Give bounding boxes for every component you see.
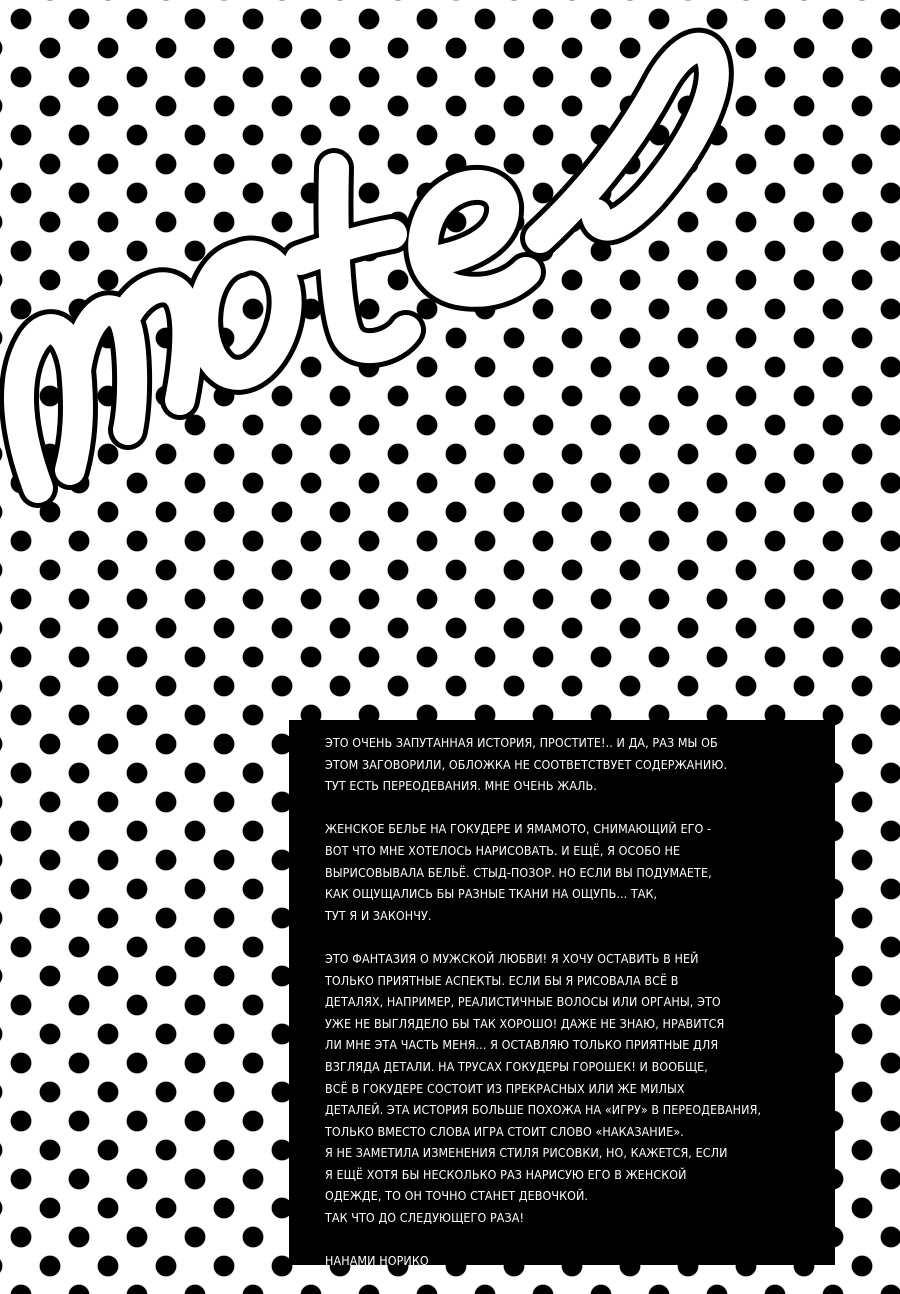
- afterword-box: [289, 720, 835, 1269]
- text-line: ОДЕЖДЕ, ТО ОН ТОЧНО СТАНЕТ ДЕВОЧКОЙ.: [325, 1188, 589, 1204]
- text-line: ДЕТАЛЕЙ. ЭТА ИСТОРИЯ БОЛЬШЕ ПОХОЖА НА «ИГРУ» В ПЕРЕОДЕВАНИЯ,: [325, 1102, 762, 1118]
- text-line: ВСЁ В ГОКУДЕРЕ СОСТОИТ ИЗ ПРЕКРАСНЫХ ИЛИ ЖЕ МИЛЫХ: [325, 1080, 685, 1096]
- afterword-paragraph-3: [325, 948, 825, 1229]
- author-signature: НАНАМИ НОРИКО: [325, 1253, 429, 1269]
- text-line: ВОТ ЧТО МНЕ ХОТЕЛОСЬ НАРИСОВАТЬ. И ЕЩЁ, Я ОСОБО НЕ: [325, 842, 681, 858]
- text-line: ТОЛЬКО ПРИЯТНЫЕ АСПЕКТЫ. ЕСЛИ БЫ Я РИСОВАЛА ВСЁ В: [325, 972, 679, 988]
- motel-title: [0, 0, 900, 560]
- text-line: Я ЕЩЁ ХОТЯ БЫ НЕСКОЛЬКО РАЗ НАРИСУЮ ЕГО В ЖЕНСКОЙ: [325, 1166, 687, 1182]
- afterword-paragraph-2: [325, 818, 825, 926]
- text-line: ДЕТАЛЯХ, НАПРИМЕР, РЕАЛИСТИЧНЫЕ ВОЛОСЫ ИЛИ ОРГАНЫ, ЭТО: [325, 994, 721, 1010]
- text-line: ТУТ ЕСТЬ ПЕРЕОДЕВАНИЯ. МНЕ ОЧЕНЬ ЖАЛЬ.: [325, 778, 597, 794]
- text-line: ТОЛЬКО ВМЕСТО СЛОВА ИГРА СТОИТ СЛОВО «НАКАЗАНИЕ».: [325, 1123, 684, 1139]
- text-line: Я НЕ ЗАМЕТИЛА ИЗМЕНЕНИЯ СТИЛЯ РИСОВКИ, НО, КАЖЕТСЯ, ЕСЛИ: [325, 1145, 728, 1161]
- text-line: КАК ОЩУЩАЛИСЬ БЫ РАЗНЫЕ ТКАНИ НА ОЩУПЬ... ТАК,: [325, 886, 658, 902]
- text-line: ВЗГЛЯДА ДЕТАЛИ. НА ТРУСАХ ГОКУДЕРЫ ГОРОШЕК! И ВООБЩЕ,: [325, 1058, 708, 1074]
- text-line: ЭТОМ ЗАГОВОРИЛИ, ОБЛОЖКА НЕ СООТВЕТСТВУЕТ СОДЕРЖАНИЮ.: [325, 756, 728, 772]
- motel-title-lettering: [19, 48, 714, 488]
- text-line: ЭТО ФАНТАЗИЯ О МУЖСКОЙ ЛЮБВИ! Я ХОЧУ ОСТАВИТЬ В НЕЙ: [325, 950, 699, 966]
- text-line: ВЫРИСОВЫВАЛА БЕЛЬЁ. СТЫД-ПОЗОР. НО ЕСЛИ ВЫ ПОДУМАЕТЕ,: [325, 864, 712, 880]
- text-line: ТУТ Я И ЗАКОНЧУ.: [325, 907, 432, 923]
- afterword-paragraph-1: [325, 732, 825, 797]
- text-line: ТАК ЧТО ДО СЛЕДУЮЩЕГО РАЗА!: [325, 1210, 525, 1226]
- text-line: ЛИ МНЕ ЭТА ЧАСТЬ МЕНЯ... Я ОСТАВЛЯЮ ТОЛЬКО ПРИЯТНЫЕ ДЛЯ: [325, 1037, 719, 1053]
- text-line: ЖЕНСКОЕ БЕЛЬЕ НА ГОКУДЕРЕ И ЯМАМОТО, СНИМАЮЩИЙ ЕГО -: [325, 821, 712, 837]
- text-line: ЭТО ОЧЕНЬ ЗАПУТАННАЯ ИСТОРИЯ, ПРОСТИТЕ!.. И ДА, РАЗ МЫ ОБ: [325, 735, 718, 750]
- text-line: УЖЕ НЕ ВЫГЛЯДЕЛО БЫ ТАК ХОРОШО! ДАЖЕ НЕ ЗНАЮ, НРАВИТСЯ: [325, 1015, 725, 1031]
